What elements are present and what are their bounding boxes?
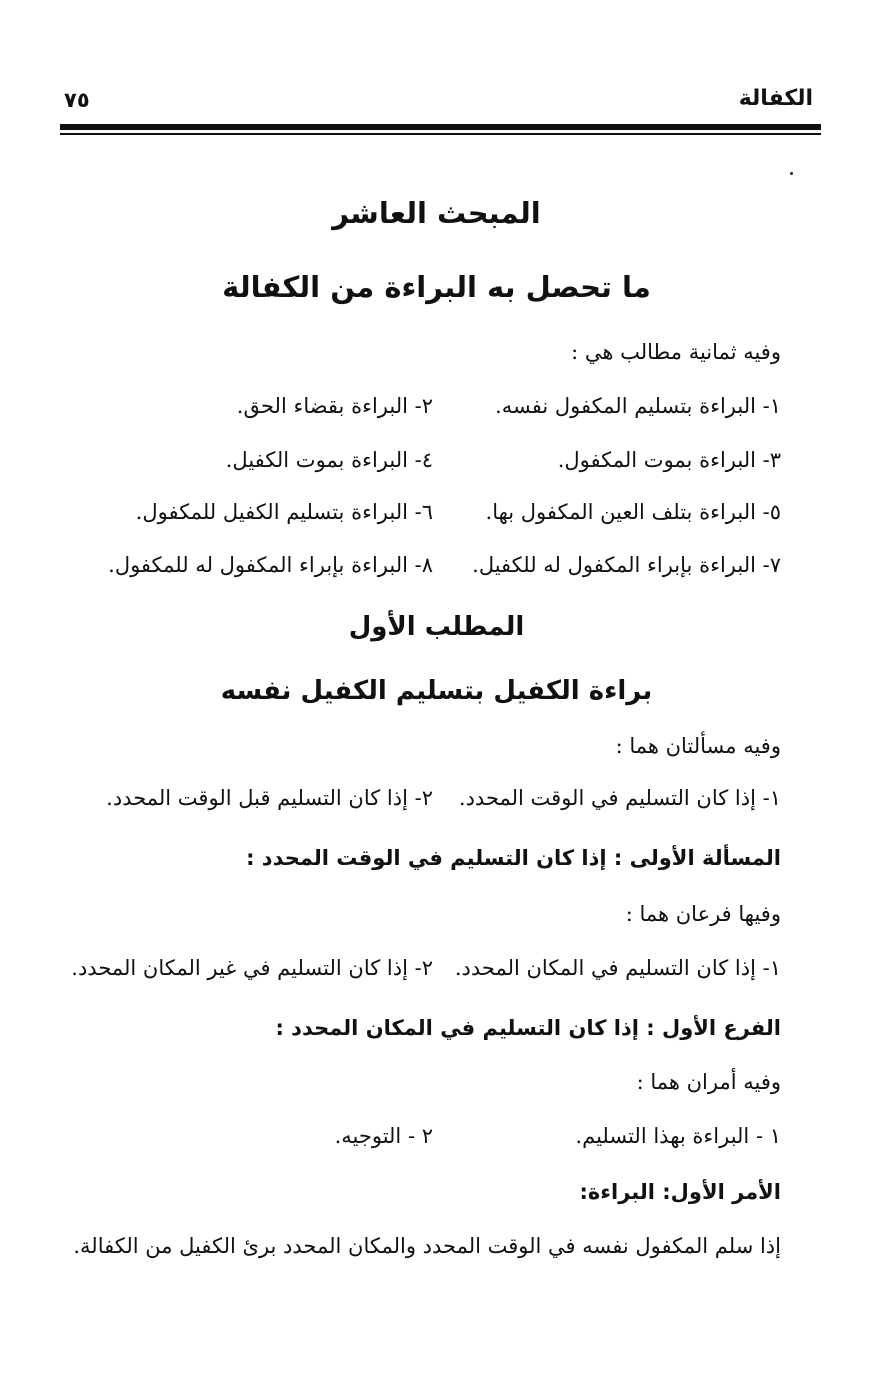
section-title: المبحث العاشر [332, 196, 541, 230]
branch-item: ٢- إذا كان التسليم في غير المكان المحدد. [71, 956, 433, 980]
topic-item: ٨- البراءة بإبراء المكفول له للمكفول. [108, 553, 433, 577]
page-number: ٧٥ [64, 88, 90, 112]
section-subtitle: ما تحصل به البراءة من الكفالة [222, 270, 651, 304]
topic-item: ٧- البراءة بإبراء المكفول له للكفيل. [472, 553, 781, 577]
issue-item: ١- إذا كان التسليم في الوقت المحدد. [458, 786, 781, 810]
topic-item: ٦- البراءة بتسليم الكفيل للمكفول. [135, 500, 433, 524]
header-rule-thin [60, 133, 821, 135]
topic-item: ٢- البراءة بقضاء الحق. [236, 394, 433, 418]
matter-item: ٢ - التوجيه. [334, 1124, 433, 1148]
issue1-heading: المسألة الأولى : إذا كان التسليم في الوقت المحدد : [246, 846, 781, 870]
issues-intro: وفيه مسألتان هما : [615, 734, 781, 758]
branch1-heading: الفرع الأول : إذا كان التسليم في المكان المحدد : [275, 1016, 781, 1040]
topic-item: ٣- البراءة بموت المكفول. [557, 448, 781, 472]
matter-item: ١ - البراءة بهذا التسليم. [575, 1124, 781, 1148]
matters-intro: وفيه أمران هما : [636, 1070, 781, 1094]
branch-item: ١- إذا كان التسليم في المكان المحدد. [454, 956, 781, 980]
matter1-heading: الأمر الأول: البراءة: [579, 1180, 781, 1204]
stray-dot [790, 172, 793, 175]
topic-item: ٤- البراءة بموت الكفيل. [225, 448, 433, 472]
issue-item: ٢- إذا كان التسليم قبل الوقت المحدد. [106, 786, 433, 810]
chapter-title: المطلب الأول [348, 612, 525, 642]
header-rule-thick [60, 124, 821, 130]
intro-text: وفيه ثمانية مطالب هي : [571, 340, 781, 364]
running-header-title: الكفالة [738, 86, 813, 111]
chapter-subtitle: براءة الكفيل بتسليم الكفيل نفسه [220, 676, 653, 706]
matter1-text: إذا سلم المكفول نفسه في الوقت المحدد والمكان المحدد برئ الكفيل من الكفالة. [73, 1234, 781, 1258]
topic-item: ١- البراءة بتسليم المكفول نفسه. [495, 394, 781, 418]
branches-intro: وفيها فرعان هما : [625, 902, 781, 926]
topic-item: ٥- البراءة بتلف العين المكفول بها. [485, 500, 781, 524]
